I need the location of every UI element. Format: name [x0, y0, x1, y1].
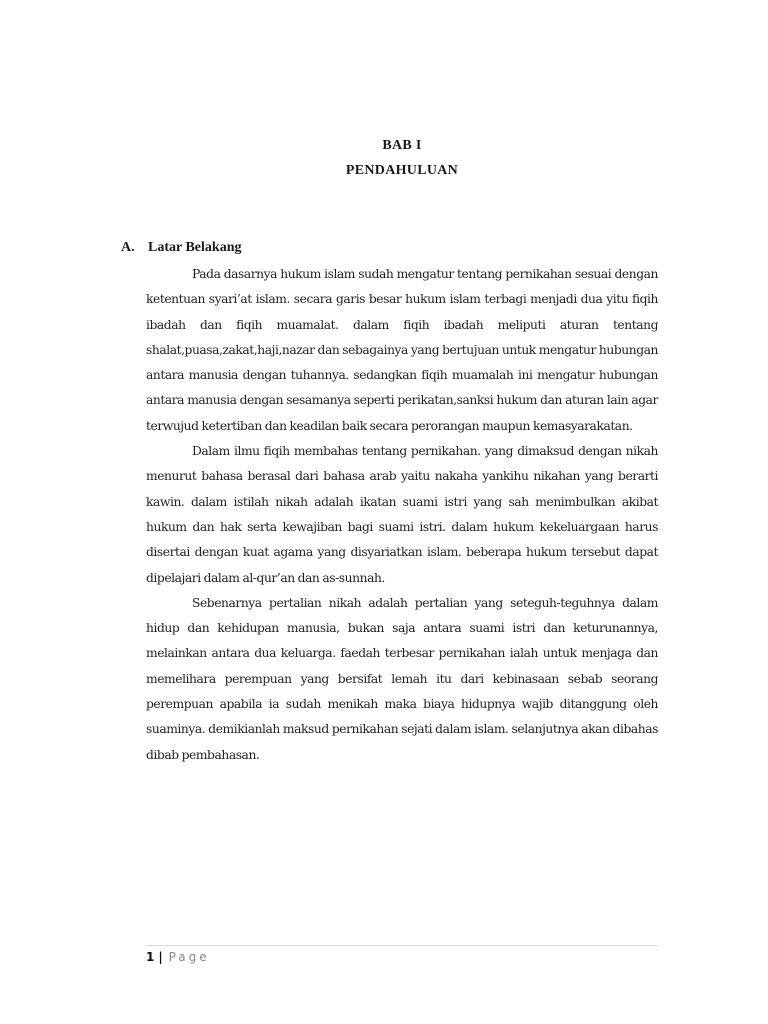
footer-separator: | — [158, 950, 163, 964]
chapter-title: PENDAHULUAN — [345, 163, 459, 178]
section-heading — [121, 238, 241, 258]
page-footer — [146, 949, 210, 965]
paragraph-1: Pada dasarnya hukum islam sudah mengatur tentang pernikahan sesuai dengan ketentuan syari’at islam. secara garis besar hukum islam terbagi menjadi dua yitu fiqih ibadah dan fiqih muamalat. dalam fiqih ibadah meliputi aturan tentang shalat,puasa,zakat,haji,nazar dan sebagainya yang bertujuan untuk mengatur hubungan antara manusia dengan tuhannya. sedangkan fiqih muamalah ini mengatur hubungan antara manusia dengan sesamanya seperti perikatan,sanksi hukum dan aturan lain agar terwujud ketertiban dan keadilan baik secara perorangan maupun kemasyarakatan. — [146, 267, 658, 433]
chapter-number: BAB I — [382, 138, 422, 153]
paragraph-3: Sebenarnya pertalian nikah adalah pertalian yang seteguh-teguhnya dalam hidup dan kehidupan manusia, bukan saja antara suami istri dan keturunannya, melainkan antara dua keluarga. faedah terbesar pernikahan ialah untuk menjaga dan memelihara perempuan yang bersifat lemah itu dari kebinasaan sebab seorang perempuan apabila ia sudah menikah maka biaya hidupnya wajib ditanggung oleh suaminya. demikianlah maksud pernikahan sejati dalam islam. selanjutnya akan dibahas dibab pembahasan. — [146, 595, 658, 762]
page-label: Page — [168, 950, 210, 964]
footer-divider — [146, 945, 658, 946]
body-text — [146, 262, 658, 768]
section-title: Latar Belakang — [148, 240, 242, 255]
paragraph-2: Dalam ilmu fiqih membahas tentang pernikahan. yang dimaksud dengan nikah menurut bahasa berasal dari bahasa arab yaitu nakaha yankihu nikahan yang berarti kawin. dalam istilah nikah adalah ikatan suami istri yang sah menimbulkan akibat hukum dan hak serta kewajiban bagi suami istri. dalam hukum kekeluargaan harus disertai dengan kuat agama yang disyariatkan islam. beberapa hukum tersebut dapat dipelajari dalam al-qur’an dan as-sunnah. — [146, 444, 658, 585]
page-number: 1 — [146, 950, 155, 964]
section-letter: A. — [121, 240, 135, 255]
